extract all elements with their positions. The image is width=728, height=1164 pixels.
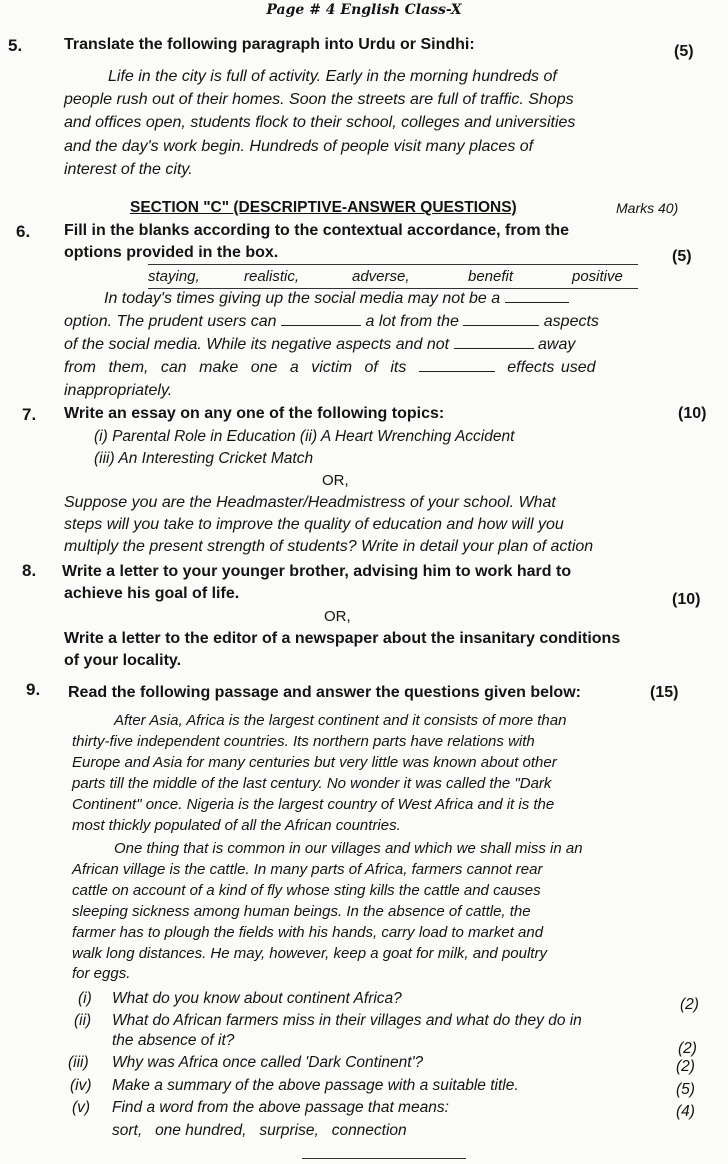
q7-prompt: Write an essay on any one of the following topics: xyxy=(64,405,445,422)
q9-sub-iii-label: (iii) xyxy=(68,1054,89,1071)
box-word-1: staying, xyxy=(148,268,200,285)
q5-line-4: and the day's work begin. Hundreds of people visit many places of xyxy=(64,138,534,155)
blank-2 xyxy=(281,324,361,326)
q9-sub-iii-text: Why was Africa once called 'Dark Continent'? xyxy=(112,1054,424,1071)
q6-line-4b: effects used xyxy=(507,359,596,376)
q9-p2-line-1: One thing that is common in our villages and which we shall miss in an xyxy=(114,840,583,857)
q7-topics-2: (iii) An Interesting Cricket Match xyxy=(94,450,314,467)
q6-line-4 xyxy=(64,359,596,377)
q6-line-2a: option. The prudent users can xyxy=(64,313,277,330)
q9-sub-i-marks: (2) xyxy=(680,996,699,1013)
q7-number: 7. xyxy=(22,405,37,424)
q6-line-3a: of the social media. While its negative aspects and not xyxy=(64,336,450,353)
page-header: Page # 4 English Class-X xyxy=(266,2,462,18)
q9-sub-i-text: What do you know about continent Africa? xyxy=(112,990,402,1007)
q7-or: OR, xyxy=(322,472,349,489)
end-rule xyxy=(302,1158,466,1159)
q8-or: OR, xyxy=(324,608,351,625)
q6-line-3b: away xyxy=(538,336,576,353)
word-box-top xyxy=(148,264,638,265)
q5-line-1: Life in the city is full of activity. Early in the morning hundreds of xyxy=(108,68,557,85)
q6-line-2b: a lot from the xyxy=(365,313,459,330)
q7-marks: (10) xyxy=(678,405,707,422)
q7-alt-3: multiply the present strength of students? Write in detail your plan of action xyxy=(64,538,594,555)
q9-p2-line-2: African village is the cattle. In many parts of Africa, farmers cannot rear xyxy=(72,861,543,878)
q9-p2-line-4: sleeping sickness among human beings. In the absence of cattle, the xyxy=(72,903,531,920)
q6-line-1-text: In today's times giving up the social media may not be a xyxy=(104,290,501,307)
q6-line-3 xyxy=(64,336,575,354)
q5-prompt: Translate the following paragraph into Urdu or Sindhi: xyxy=(64,36,475,53)
q6-number: 6. xyxy=(16,222,31,241)
q7-alt-2: steps will you take to improve the quality of education and how will you xyxy=(64,516,564,533)
q7-alt-1: Suppose you are the Headmaster/Headmistress of your school. What xyxy=(64,494,556,511)
q8-prompt-2: achieve his goal of life. xyxy=(64,585,240,602)
q9-sub-v-label: (v) xyxy=(72,1099,91,1116)
blank-3 xyxy=(463,324,539,326)
q8-marks: (10) xyxy=(672,591,701,608)
q9-sub-ii-text2: the absence of it? xyxy=(112,1032,235,1049)
q9-p1-line-4: parts till the middle of the last century. No wonder it was called the "Dark xyxy=(72,775,552,792)
q9-sub-iv-marks: (5) xyxy=(676,1081,695,1098)
q8-alt-1: Write a letter to the editor of a newspaper about the insanitary conditions xyxy=(64,630,621,647)
q6-line-2c: aspects xyxy=(543,313,599,330)
q9-p1-line-5: Continent" once. Nigeria is the largest country of West Africa and it is the xyxy=(72,796,555,813)
q9-p2-line-6: walk long distances. He may, however, keep a goat for milk, and poultry xyxy=(72,945,547,962)
q9-marks: (15) xyxy=(650,684,679,701)
q9-p1-line-6: most thickly populated of all the African countries. xyxy=(72,817,401,834)
q8-prompt-1: Write a letter to your younger brother, advising him to work hard to xyxy=(62,563,572,580)
q9-p1-line-3: Europe and Asia for many centuries but very little was known about other xyxy=(72,754,557,771)
blank-1 xyxy=(505,301,569,303)
q6-line-2 xyxy=(64,313,599,331)
box-word-4: benefit xyxy=(468,268,514,285)
q9-prompt: Read the following passage and answer the questions given below: xyxy=(68,684,581,701)
q9-number: 9. xyxy=(26,680,41,699)
q7-topics-1: (i) Parental Role in Education (ii) A Heart Wrenching Accident xyxy=(94,428,515,445)
q8-alt-2: of your locality. xyxy=(64,652,182,669)
q5-line-3: and offices open, students flock to their school, colleges and universities xyxy=(64,114,576,131)
box-word-5: positive xyxy=(572,268,623,285)
blank-4 xyxy=(454,347,534,349)
q9-sub-v-marks: (4) xyxy=(676,1103,695,1120)
box-word-2: realistic, xyxy=(244,268,300,285)
q6-line-5: inappropriately. xyxy=(64,382,173,399)
q9-p1-line-1: After Asia, Africa is the largest continent and it consists of more than xyxy=(114,712,567,729)
q6-line-1 xyxy=(104,290,569,308)
q9-sub-v-text: Find a word from the above passage that means: xyxy=(112,1099,449,1116)
q6-line-4a: from them, can make one a victim of its xyxy=(64,359,407,376)
section-c-title: SECTION "C" (DESCRIPTIVE-ANSWER QUESTIONS) xyxy=(130,199,517,216)
q9-meanings: sort, one hundred, surprise, connection xyxy=(112,1122,407,1139)
q6-prompt-2: options provided in the box. xyxy=(64,244,279,261)
box-word-3: adverse, xyxy=(352,268,410,285)
q9-sub-iii-marks: (2) xyxy=(676,1058,695,1075)
q9-sub-iv-text: Make a summary of the above passage with a suitable title. xyxy=(112,1077,519,1094)
q6-prompt-1: Fill in the blanks according to the contextual accordance, from the xyxy=(64,222,569,239)
q9-p2-line-7: for eggs. xyxy=(72,965,131,982)
q9-sub-iv-label: (iv) xyxy=(70,1077,92,1094)
q5-line-5: interest of the city. xyxy=(64,161,193,178)
q9-sub-i-label: (i) xyxy=(78,990,92,1007)
blank-5 xyxy=(419,370,495,372)
q9-sub-ii-marks: (2) xyxy=(678,1040,697,1057)
q8-number: 8. xyxy=(22,561,37,580)
section-c-marks: Marks 40) xyxy=(616,200,679,216)
q6-marks: (5) xyxy=(672,248,692,265)
q9-p2-line-5: farmer has to plough the fields with his hands, carry load to market and xyxy=(72,924,544,941)
q9-p1-line-2: thirty-five independent countries. Its northern parts have relations with xyxy=(72,733,535,750)
q5-marks: (5) xyxy=(674,43,694,60)
q9-sub-ii-label: (ii) xyxy=(74,1012,92,1029)
q5-number: 5. xyxy=(8,36,23,55)
word-box-bottom xyxy=(148,288,638,289)
q5-line-2: people rush out of their homes. Soon the streets are full of traffic. Shops xyxy=(64,91,574,108)
q9-p2-line-3: cattle on account of a kind of fly whose sting kills the cattle and causes xyxy=(72,882,541,899)
q9-sub-ii-text: What do African farmers miss in their villages and what do they do in xyxy=(112,1012,582,1029)
